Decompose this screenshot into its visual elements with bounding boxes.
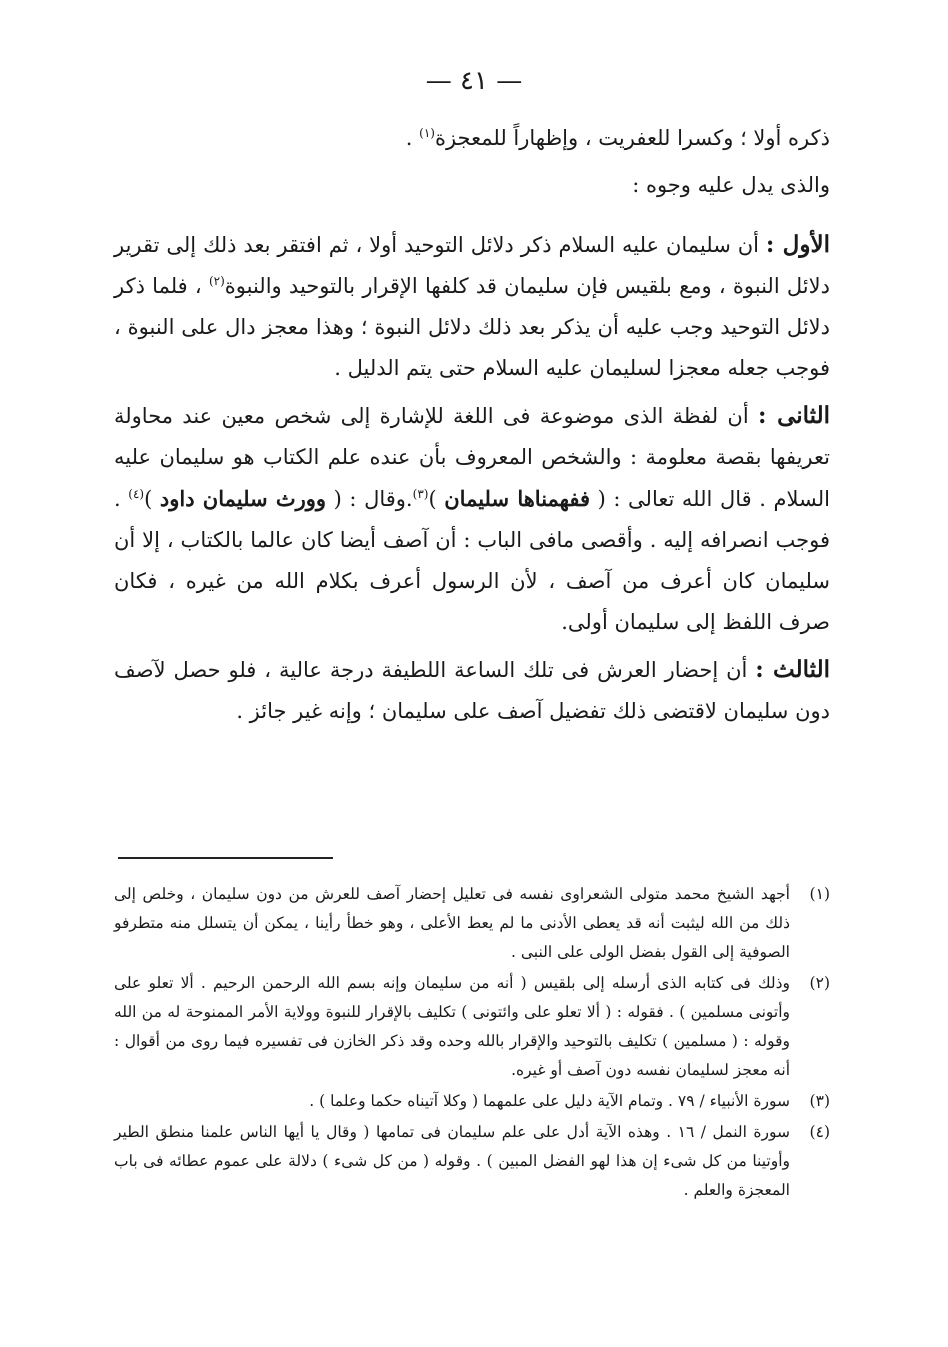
footnote-text: سورة الأنبياء / ٧٩ . وتمام الآية دليل على علمهما ( وكلا آتيناه حكما وعلما ) .	[309, 1092, 790, 1110]
footnote-text: وذلك فى كتابه الذى أرسله إلى بلقيس ( أنه من سليمان وإنه بسم الله الرحمن الرحيم . ألا تعلو على وأتونى مسلمين ) . فقوله : ( ألا تعلو على وائتونى ) تكليف بالإقرار للنبوة وولاية الأمر الممنوحة له من الله وقوله : ( مسلمين ) تكليف بالتوحيد والإقرار بالله وحده وقد ذكر الخازن فى تفسيره فيما روى من أقوال : أنه معجز لسليمان نفسه دون آصف أو غيره.	[114, 974, 790, 1079]
page-number: — ٤١ —	[425, 66, 523, 96]
footnote-ref-3: (٣)	[412, 487, 429, 501]
first-text-2: ، فلما ذكر دلائل التوحيد وجب عليه أن يذكر بعد ذلك دلائل النبوة ؛ وهذا معجز دال على النبوة ، فوجب جعله معجزا لسليمان عليه السلام حتى يتم الدليل .	[114, 274, 830, 380]
footnote-2	[114, 969, 830, 1085]
paragraph-second	[114, 395, 830, 643]
footnote-3	[114, 1087, 830, 1116]
footnote-number: (١)	[809, 885, 830, 903]
third-label: الثالث :	[755, 656, 830, 683]
third-text: أن إحضار العرش فى تلك الساعة اللطيفة درجة عالية ، فلو حصل لآصف دون سليمان لاقتضى ذلك تفضيل آصف على سليمان ؛ وإنه غير جائز .	[114, 658, 830, 723]
footnote-text: أجهد الشيخ محمد متولى الشعراوى نفسه فى تعليل إحضار آصف للعرش من دون سليمان ، وخلص إلى ذلك من الله ليثبت أنه قد يعطى الأدنى ما لم يعط الأعلى ، وهو خطأ رأينا ، يمكن أن يتسلل منه متطرفو الصوفية إلى القول بفضل الولى على النبى .	[114, 885, 790, 961]
quote-1: ففهمناها سليمان	[444, 486, 591, 511]
footnote-ref-2: (٢)	[208, 274, 225, 288]
intro-line-2: والذى يدل عليه وجوه :	[632, 173, 830, 197]
second-text-5: . فوجب انصرافه إليه . وأقصى مافى الباب : أن آصف أيضا كان عالما بالكتاب ، إلا أن سليمان كان أعرف من آصف ، لأن الرسول أعرف بكلام الله من غيره ، فكان صرف اللفظ إلى سليمان أولى.	[114, 487, 830, 634]
second-text-1: أن لفظة الذى موضوعة فى اللغة للإشارة إلى شخص معين عند محاولة تعريفها بقصة معلومة : والشخص المعروف بأن عنده علم الكتاب هو سليمان عليه السلام . قال الله تعالى : (	[114, 404, 830, 511]
second-text-4: )	[144, 487, 160, 511]
footnote-number: (٤)	[809, 1123, 830, 1141]
footnote-4	[114, 1118, 830, 1205]
second-text-2: )	[428, 487, 445, 511]
intro-line-1	[114, 118, 830, 159]
footnote-1	[114, 880, 830, 967]
paragraph-first	[114, 224, 830, 389]
footnote-number: (٣)	[809, 1092, 830, 1110]
first-label: الأول :	[765, 231, 830, 258]
quote-2: وورث سليمان داود	[159, 486, 327, 511]
main-text	[114, 118, 830, 732]
first-text-1: أن سليمان عليه السلام ذكر دلائل التوحيد أولا ، ثم افتقر بعد ذلك إلى تقرير دلائل النبوة ، ومع بلقيس فإن سليمان قد كلفها الإقرار بالتوحيد والنبوة	[114, 233, 830, 298]
footnote-number: (٢)	[809, 974, 830, 992]
footnotes	[114, 880, 830, 1207]
footnote-divider	[118, 857, 333, 859]
second-text-3: .وقال : (	[326, 487, 413, 511]
paragraph-third	[114, 649, 830, 732]
footnote-ref-1: (١)	[419, 126, 435, 140]
footnote-ref-4: (٤)	[128, 487, 145, 501]
intro-text: ذكره أولا ؛ وكسرا للعفريت ، وإظهاراً للمعجزة	[434, 126, 830, 150]
footnote-text: سورة النمل / ١٦ . وهذه الآية أدل على علم سليمان فى تمامها ( وقال يا أيها الناس علمنا منطق الطير وأوتينا من كل شىء إن هذا لهو الفضل المبين ) . وقوله ( من كل شىء ) دلالة على عموم عطائه فى باب المعجزة والعلم .	[114, 1123, 790, 1199]
intro-end: .	[405, 126, 420, 150]
second-label: الثانى :	[757, 402, 830, 429]
